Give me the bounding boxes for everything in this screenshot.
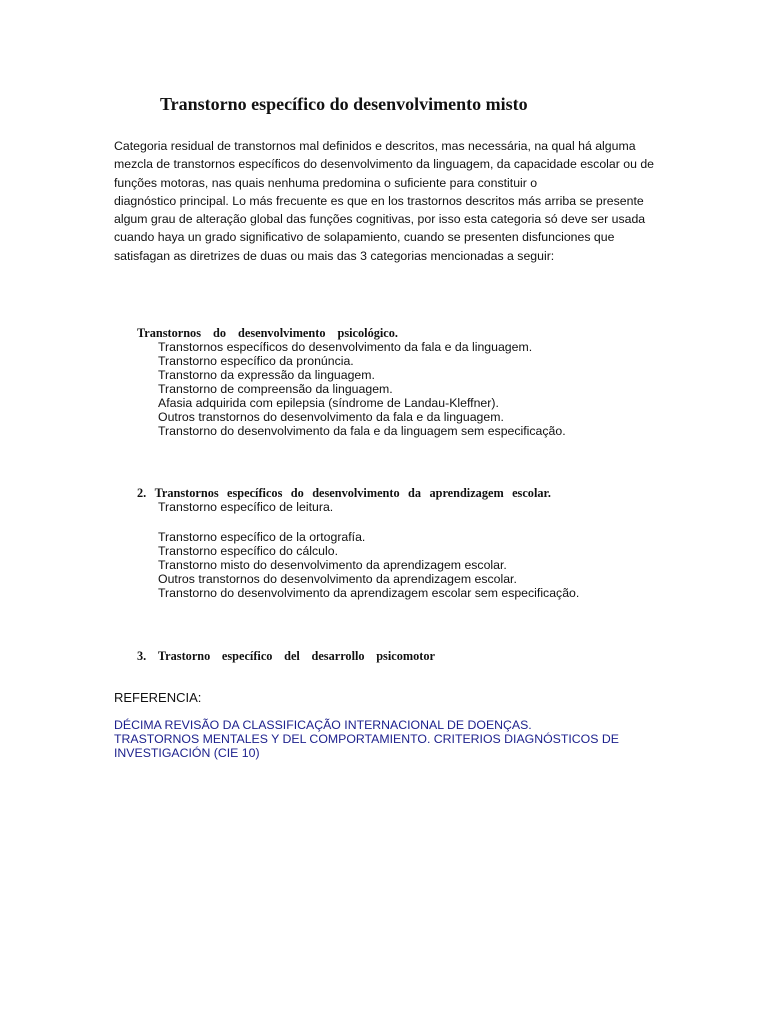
section-2-list: [158, 500, 579, 600]
heading-word: Trastorno: [157, 649, 211, 663]
heading-word: 3.: [137, 649, 147, 663]
heading-word: desenvolvimento: [312, 486, 400, 500]
heading-word: escolar.: [512, 486, 551, 500]
heading-word: aprendizagem: [429, 486, 504, 500]
section-3-heading: [137, 649, 435, 664]
list-item: Transtornos específicos do desenvolvimento da fala e da linguagem.: [158, 340, 533, 354]
section-2-heading: [137, 486, 551, 501]
list-item: Transtorno do desenvolvimento da fala e da linguagem sem especificação.: [158, 424, 566, 438]
heading-word: Transtornos: [154, 486, 219, 500]
heading-word: psicomotor: [376, 649, 435, 663]
heading-word: del: [284, 649, 300, 663]
intro-line: Categoria residual de transtornos mal definidos e descritos, mas necessária, na qual há alguma: [114, 139, 636, 153]
list-item: Transtorno específico de la ortografía.: [158, 530, 366, 544]
section-1-heading: [137, 326, 398, 341]
list-item: Transtorno misto do desenvolvimento da aprendizagem escolar.: [158, 558, 507, 572]
document-title: Transtorno específico do desenvolvimento misto: [160, 94, 528, 114]
heading-word: psicológico.: [337, 326, 398, 340]
list-item: Transtorno da expressão da linguagem.: [158, 368, 375, 382]
reference-line: INVESTIGACIÓN (CIE 10): [114, 746, 260, 760]
list-item: Transtorno do desenvolvimento da aprendizagem escolar sem especificação.: [158, 586, 580, 600]
reference-line: DÉCIMA REVISÃO DA CLASSIFICAÇÃO INTERNACIONAL DE DOENÇAS.: [114, 718, 532, 732]
list-item: Transtorno específico de leitura.: [158, 500, 334, 514]
heading-word: 2.: [137, 486, 147, 500]
heading-word: Transtornos: [137, 326, 201, 340]
intro-line: algum grau de alteração global das funções cognitivas, por isso esta categoria só deve ser usada: [114, 212, 646, 227]
list-item: Transtorno de compreensão da linguagem.: [158, 382, 393, 396]
intro-line: funções motoras, nas quais nenhuma predomina o suficiente para constituir o: [114, 175, 538, 190]
reference-citation: [114, 718, 634, 760]
intro-line: mezcla de transtornos específicos do desenvolvimento da linguagem, da capacidade escolar ou de: [114, 157, 655, 172]
heading-word: do: [290, 486, 304, 500]
heading-word: do: [213, 326, 227, 340]
list-item: Outros transtornos do desenvolvimento da aprendizagem escolar.: [158, 572, 517, 586]
list-item: Transtorno específico da pronúncia.: [158, 354, 354, 368]
reference-line: TRASTORNOS MENTALES Y DEL COMPORTAMIENTO. CRITERIOS DIAGNÓSTICOS DE: [114, 732, 619, 746]
section-1-list: [158, 340, 566, 438]
heading-word: da: [408, 486, 422, 500]
intro-line: satisfagan as diretrizes de duas ou mais das 3 categorias mencionadas a seguir:: [114, 248, 555, 263]
heading-word: desarrollo: [311, 649, 365, 663]
heading-word: específicos: [227, 486, 283, 500]
intro-line: diagnóstico principal. Lo más frecuente es que en los trastornos descritos más arriba se presente: [114, 193, 644, 208]
intro-line: cuando haya un grado significativo de solapamiento, cuando se presenten disfunciones que: [114, 230, 615, 245]
reference-label: REFERENCIA:: [114, 690, 202, 705]
list-item: Afasia adquirida com epilepsia (síndrome de Landau-Kleffner).: [158, 396, 499, 410]
list-item: Transtorno específico do cálculo.: [158, 544, 338, 558]
heading-word: específico: [221, 649, 273, 663]
heading-word: desenvolvimento: [238, 326, 326, 340]
list-item: Outros transtornos do desenvolvimento da fala e da linguagem.: [158, 410, 504, 424]
intro-paragraph: [114, 137, 674, 265]
